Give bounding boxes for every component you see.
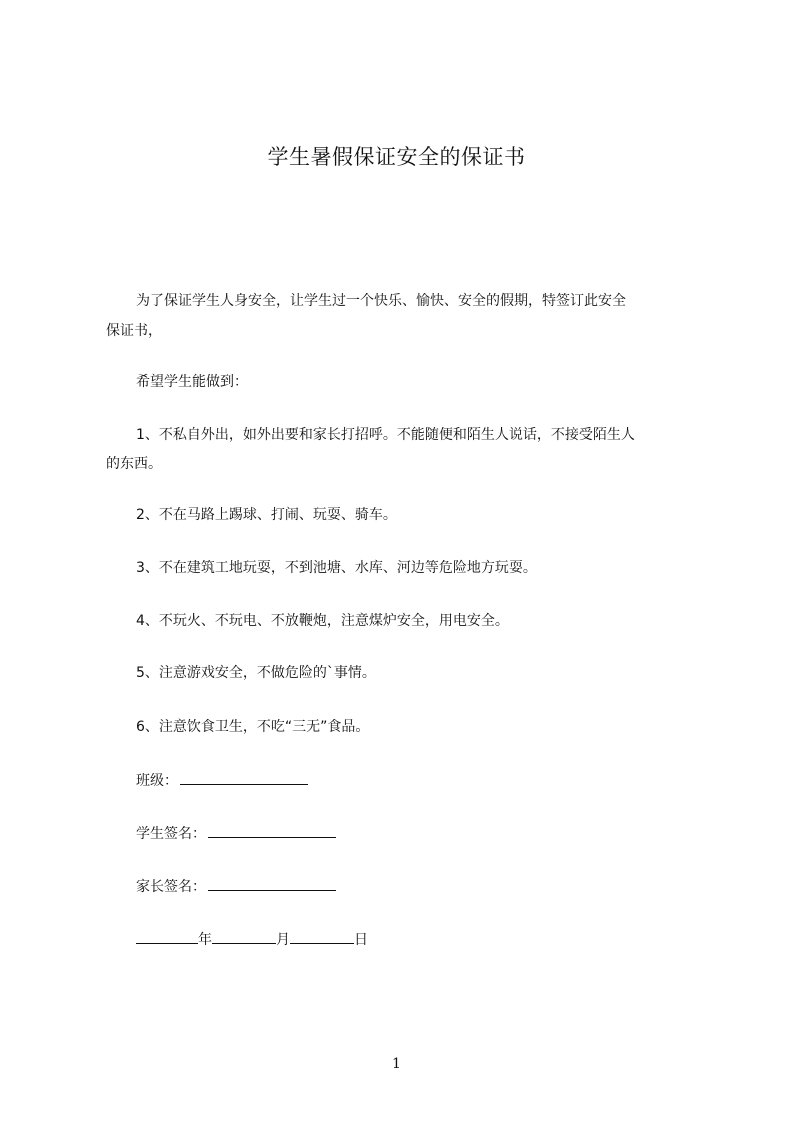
hope-paragraph <box>106 367 706 397</box>
day-blank-line <box>290 929 354 944</box>
hope-text: 希望学生能做到： <box>136 374 248 390</box>
year-label: 年 <box>198 932 212 948</box>
item-5 <box>106 658 706 688</box>
item-4-text: 4、不玩火、不玩电、不放鞭炮，注意煤炉安全，用电安全。 <box>136 613 509 629</box>
item-2-text: 2、不在马路上踢球、打闹、玩耍、骑车。 <box>136 507 397 523</box>
date-field <box>106 925 706 955</box>
item-3-text: 3、不在建筑工地玩耍，不到池塘、水库、河边等危险地方玩耍。 <box>136 560 537 576</box>
intro-paragraph-line1 <box>106 286 706 316</box>
month-blank-line <box>212 929 276 944</box>
parent-signature-blank-line <box>208 876 336 891</box>
day-label: 日 <box>354 932 368 948</box>
year-blank-line <box>136 929 198 944</box>
item-1-line2 <box>106 449 706 479</box>
item-6 <box>106 712 706 742</box>
class-label: 班级： <box>136 773 178 789</box>
parent-signature-field <box>106 872 706 902</box>
item-5-text: 5、注意游戏安全，不做危险的`事情。 <box>136 665 376 681</box>
item-6-text: 6、注意饮食卫生，不吃“三无”食品。 <box>136 719 370 735</box>
item-3 <box>106 553 706 583</box>
intro-text-line1: 为了保证学生人身安全，让学生过一个快乐、愉快、安全的假期，特签订此安全 <box>136 293 626 309</box>
intro-paragraph-line2 <box>106 316 706 346</box>
student-signature-label: 学生签名： <box>136 826 206 842</box>
item-1-text-line1: 1、不私自外出，如外出要和家长打招呼。不能随便和陌生人说话，不接受陌生人 <box>136 427 635 443</box>
student-signature-blank-line <box>208 823 336 838</box>
item-2 <box>106 500 706 530</box>
document-title: 学生暑假保证安全的保证书 <box>267 145 526 169</box>
intro-text-line2: 保证书， <box>106 323 162 339</box>
month-label: 月 <box>276 932 290 948</box>
page-number: 1 <box>392 1056 401 1072</box>
student-signature-field <box>106 819 706 849</box>
class-field <box>106 766 706 796</box>
item-1-text-line2: 的东西。 <box>106 456 162 472</box>
item-4 <box>106 606 706 636</box>
item-1-line1 <box>106 420 706 450</box>
parent-signature-label: 家长签名： <box>136 879 206 895</box>
class-blank-line <box>180 770 308 785</box>
